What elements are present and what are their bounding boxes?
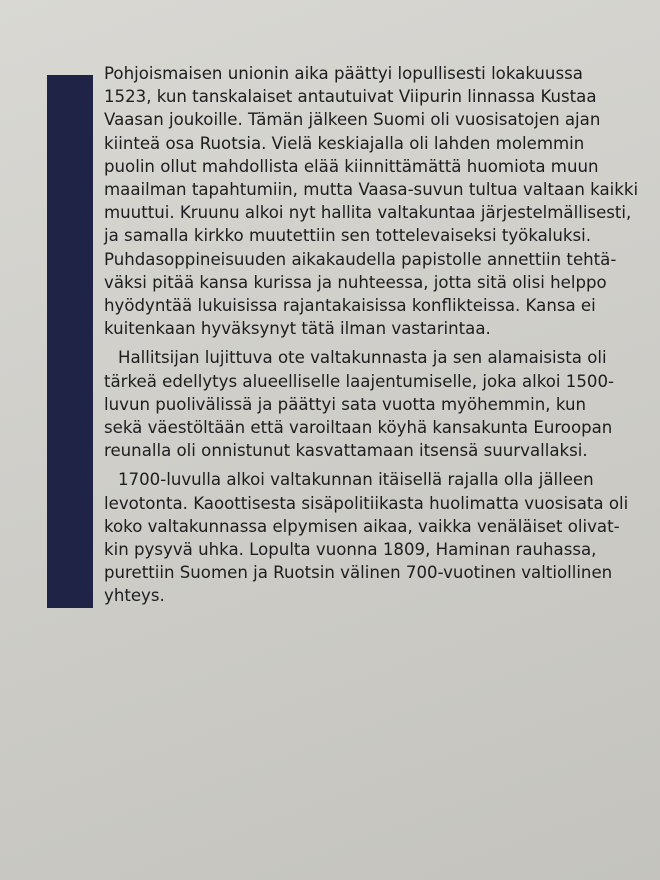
text-line: luvun puolivälissä ja päättyi sata vuotta myöhemmin, kun [104,394,586,414]
text-line: Pohjoismaisen unionin aika päättyi lopullisesti lokakuussa [104,64,583,83]
text-line: väksi pitää kansa kurissa ja nuhteessa, jotta sitä olisi helppo [104,272,607,292]
text-line: yhteys. [104,586,165,606]
text-line: 1523, kun tanskalaiset antautuivat Viipurin linnassa Kustaa [104,87,597,107]
paragraph-1 [104,62,639,340]
text-line: Puhdasoppineisuuden aikakaudella papistolle annettiin tehtä- [104,249,617,269]
text-line: puolin ollut mahdollista elää kiinnittämättä huomiota muun [104,156,599,176]
text-line: kin pysyvä uhka. Lopulta vuonna 1809, Haminan rauhassa, [104,540,597,560]
text-line: Hallitsijan lujittuva ote valtakunnasta ja sen alamaisista oli [118,348,607,368]
text-line: muuttui. Kruunu alkoi nyt hallita valtakuntaa järjestelmällisesti, [104,203,632,223]
body-text [104,62,639,608]
text-line: 1700-luvulla alkoi valtakunnan itäisellä rajalla olla jälleen [118,470,594,490]
text-line: ja samalla kirkko muutettiin sen tottelevaiseksi työkaluksi. [104,226,592,246]
text-line: purettiin Suomen ja Ruotsin välinen 700-vuotinen valtiollinen [104,563,613,583]
text-line: sekä väestöltään että varoiltaan köyhä kansakunta Euroopan [104,418,613,438]
text-line: kuitenkaan hyväksynyt tätä ilman vastarintaa. [104,319,491,339]
text-line: hyödyntää lukuisissa rajantakaisissa konflikteissa. Kansa ei [104,296,596,316]
text-line: tärkeä edellytys alueelliselle laajentumiselle, joka alkoi 1500- [104,371,614,391]
text-line: reunalla oli onnistunut kasvattamaan itsensä suurvallaksi. [104,441,588,461]
text-line: Vaasan joukoille. Tämän jälkeen Suomi oli vuosisatojen ajan [104,110,601,130]
text-line: koko valtakunnassa elpymisen aikaa, vaikka venäläiset olivat- [104,516,620,536]
decorative-sidebar-bar [47,75,93,608]
text-line: kiinteä osa Ruotsia. Vielä keskiajalla oli lahden molemmin [104,133,585,153]
paragraph-3 [104,468,629,607]
text-line: levotonta. Kaoottisesta sisäpolitiikasta huolimatta vuosisata oli [104,493,629,513]
text-line: maailman tapahtumiin, mutta Vaasa-suvun tultua valtaan kaikki [104,180,639,200]
paragraph-2 [104,346,614,462]
